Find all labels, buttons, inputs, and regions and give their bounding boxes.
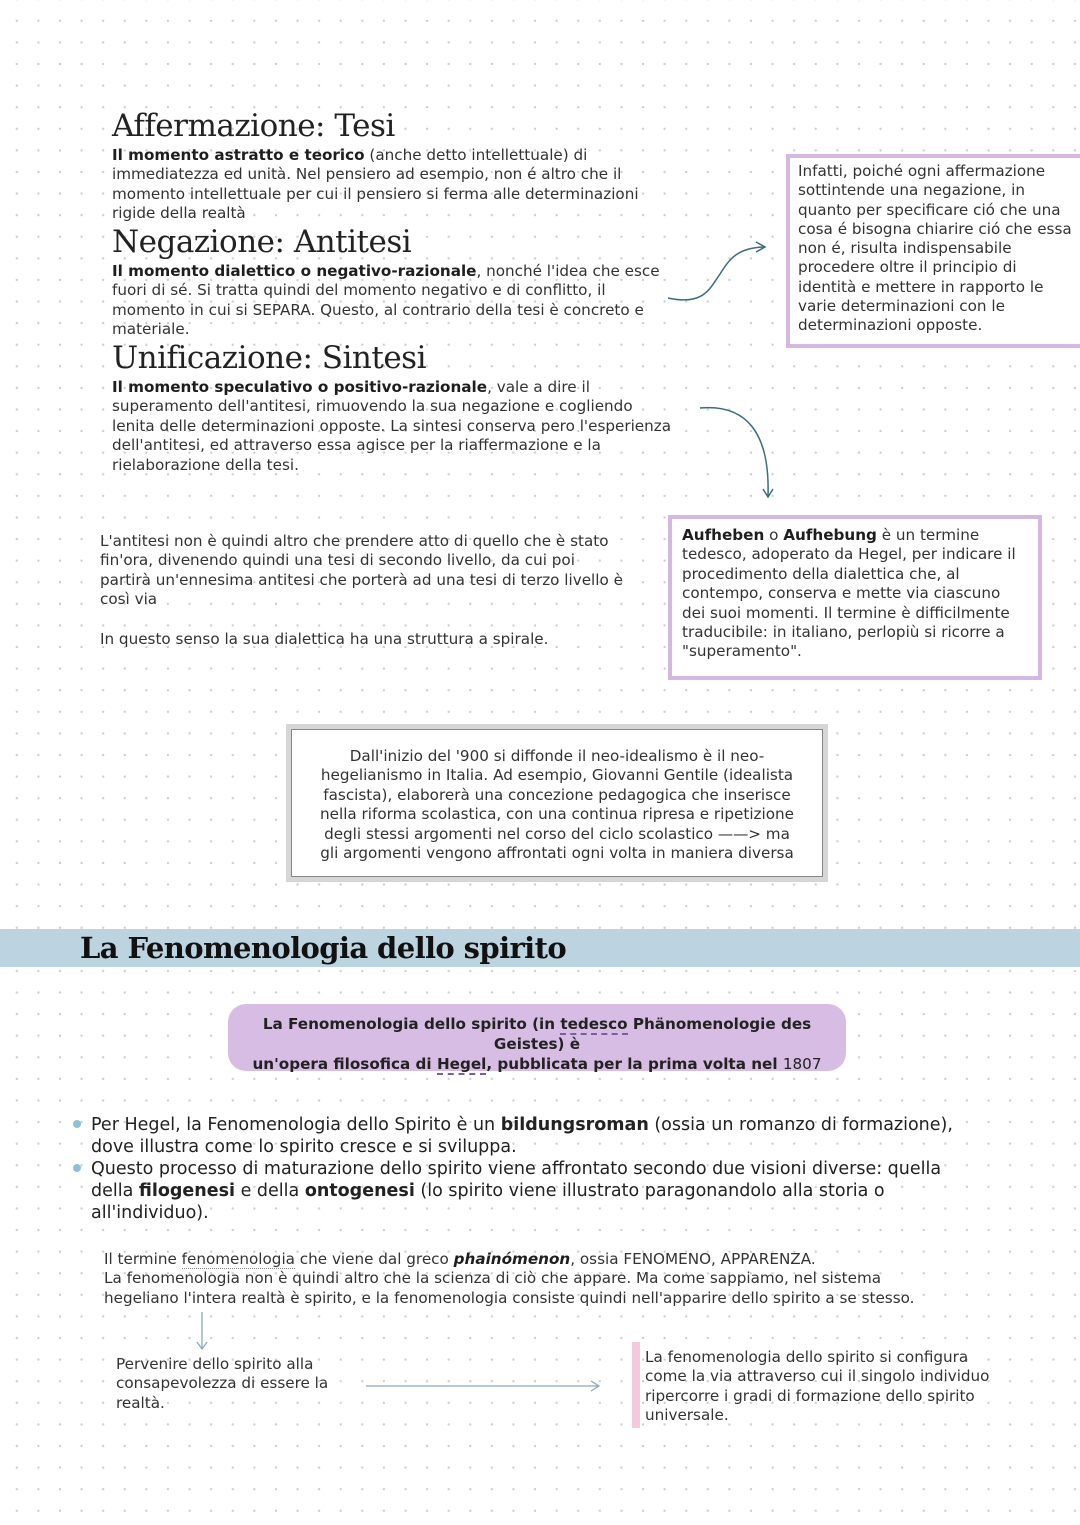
termine-b: che viene dal greco [294,1250,454,1268]
note-box-negazione [786,154,1080,348]
note-negazione-text: Infatti, poiché ogni affermazione sottintende una negazione, in quanto per specificare ció che una cosa é bisogna chiarire ció che essa non é, risulta indispensabile procedere oltre il principio di identità e mettere in rapporto le varie determinazioni con le determinazioni opposte. [798,162,1072,335]
block-configura [645,1348,1000,1426]
bullet-filogenesi [91,1158,961,1224]
b2-b: (lo spirito viene illustrato paragonandolo alla storia o all'individuo). [91,1181,885,1223]
termine-a: Il termine [104,1250,182,1268]
small-down-arrow-icon [194,1310,210,1352]
aufhebung-term: Aufhebung [783,526,877,544]
b1-bold: bildungsroman [500,1115,649,1135]
b2-bold1: filogenesi [138,1181,236,1201]
pill-part3: un'opera filosofica di [252,1055,437,1073]
bullet-bildungsroman [91,1114,961,1158]
definition-pill [228,1004,846,1071]
aufheben-conj: o [764,526,784,544]
b2-mid: e della [235,1181,305,1201]
neo-idealismo-box [286,724,828,882]
pill-link-hegel[interactable]: Hegel [436,1055,487,1073]
text-spirale-2: In questo senso la sua dialettica ha una struttura a spirale. [100,629,549,648]
pill-part4: , pubblicata per la prima volta nel [486,1055,783,1073]
pervenire-text: Pervenire dello spirito alla consapevolezza di essere la realtà. [116,1355,329,1412]
termine-line-1 [104,1250,954,1269]
termine-word: fenomenologia [181,1250,295,1268]
termine-greek: phainómenon [453,1250,571,1268]
aufheben-box [668,515,1042,680]
section-title: La Fenomenologia dello spirito [80,931,567,965]
pill-link-tedesco[interactable]: tedesco [560,1015,628,1033]
text-tesi [112,146,682,224]
aufheben-text [682,526,1028,662]
pink-bar [632,1342,640,1428]
text-antitesi-rest: , nonché l'idea che esce fuori di sé. Si tratta quindi del momento negativo e di conflitto, il momento in cui si SEPARA. Questo, al contrario della tesi è concreto e materiale. [112,262,660,339]
pill-line-2 [228,1054,846,1074]
text-tesi-rest: (anche detto intellettuale) di immediatezza ed unità. Nel pensiero ad esempio, non é altro che il momento intellettuale per cui il pensiero si ferma alle determinazioni rigide della realtà [112,146,639,223]
block-pervenire [116,1355,341,1413]
pill-part2: Phänomenologie des Geistes) è [493,1015,812,1053]
termine-c: , ossia FENOMENO, APPARENZA. [570,1250,816,1268]
aufheben-term: Aufheben [682,526,765,544]
down-arrow-icon [696,402,780,502]
block-antitesi [112,224,677,340]
text-sintesi [112,378,677,475]
heading-sintesi: Unificazione: Sintesi [112,340,427,376]
b2-bold2: ontogenesi [304,1181,415,1201]
b1-b: (ossia un romanzo di formazione), dove illustra come lo spirito cresce e si sviluppa. [91,1115,953,1157]
neo-idealismo-text: Dall'inizio del '900 si diffonde il neo-idealismo è il neo-hegelianismo in Italia. Ad esempio, Giovanni Gentile (idealista fascista), elaborerà una concezione pedagogica che inserisce nella riforma scolastica, con una continua ripresa e ripetizione degli stessi argomenti nel corso del ciclo scolastico ——> ma gli argomenti vengono affrontati ogni volta in maniera diversa [320,747,794,863]
block-tesi [112,108,682,224]
pill-year: 1807 [782,1055,822,1073]
text-antitesi [112,262,677,340]
right-arrow-icon [364,1378,604,1394]
text-spirale-1: L'antitesi non è quindi altro che prendere atto di quello che è stato fin'ora, divenendo quindi una tesi di secondo livello, da cui poi partirà un'ennesima antitesi che porterà ad una tesi di terzo livello è così via [100,532,623,609]
b2-a: Questo processo di maturazione dello spirito viene affrontato secondo due visioni diverse: quella della [91,1159,942,1201]
block-termine [104,1250,954,1308]
heading-tesi: Affermazione: Tesi [112,108,395,144]
curve-arrow-icon [664,240,776,306]
aufheben-rest: è un termine tedesco, adoperato da Hegel, per indicare il procedimento della dialettica che, al contempo, conserva e mette via ciascuno dei suoi momenti. Il termine è difficilmente traducibile: in italiano, perlopiù si ricorre a "superamento". [682,526,1016,661]
text-sintesi-rest: , vale a dire il superamento dell'antitesi, rimuovendo la sua negazione e cogliendo lenita delle determinazioni opposte. La sintesi conserva pero l'esperienza dell'antitesi, ed attraverso essa agisce per la riaffermazione e la rielaborazione della tesi. [112,378,672,474]
block-sintesi [112,340,677,475]
text-tesi-bold: Il momento astratto e teorico [112,146,365,164]
text-antitesi-bold: Il momento dialettico o negativo-razionale [112,262,477,280]
heading-antitesi: Negazione: Antitesi [112,224,412,260]
termine-line-2: La fenomenologia non è quindi altro che la scienza di ciò che appare. Ma come sappiamo, nel sistema hegeliano l'intera realtà è spirito, e la fenomenologia consiste quindi nell'apparire dello spirito a se stesso. [104,1269,915,1307]
text-sintesi-bold: Il momento speculativo o positivo-razionale [112,378,488,396]
block-spirale [100,532,625,649]
pill-line-1 [228,1014,846,1054]
pill-part1: La Fenomenologia dello spirito (in [262,1015,561,1033]
b1-a: Per Hegel, la Fenomenologia dello Spirito è un [91,1115,501,1135]
configura-text: La fenomenologia dello spirito si configura come la via attraverso cui il singolo individuo ripercorre i gradi di formazione dello spirito universale. [645,1348,990,1425]
bullet-list [91,1114,961,1224]
